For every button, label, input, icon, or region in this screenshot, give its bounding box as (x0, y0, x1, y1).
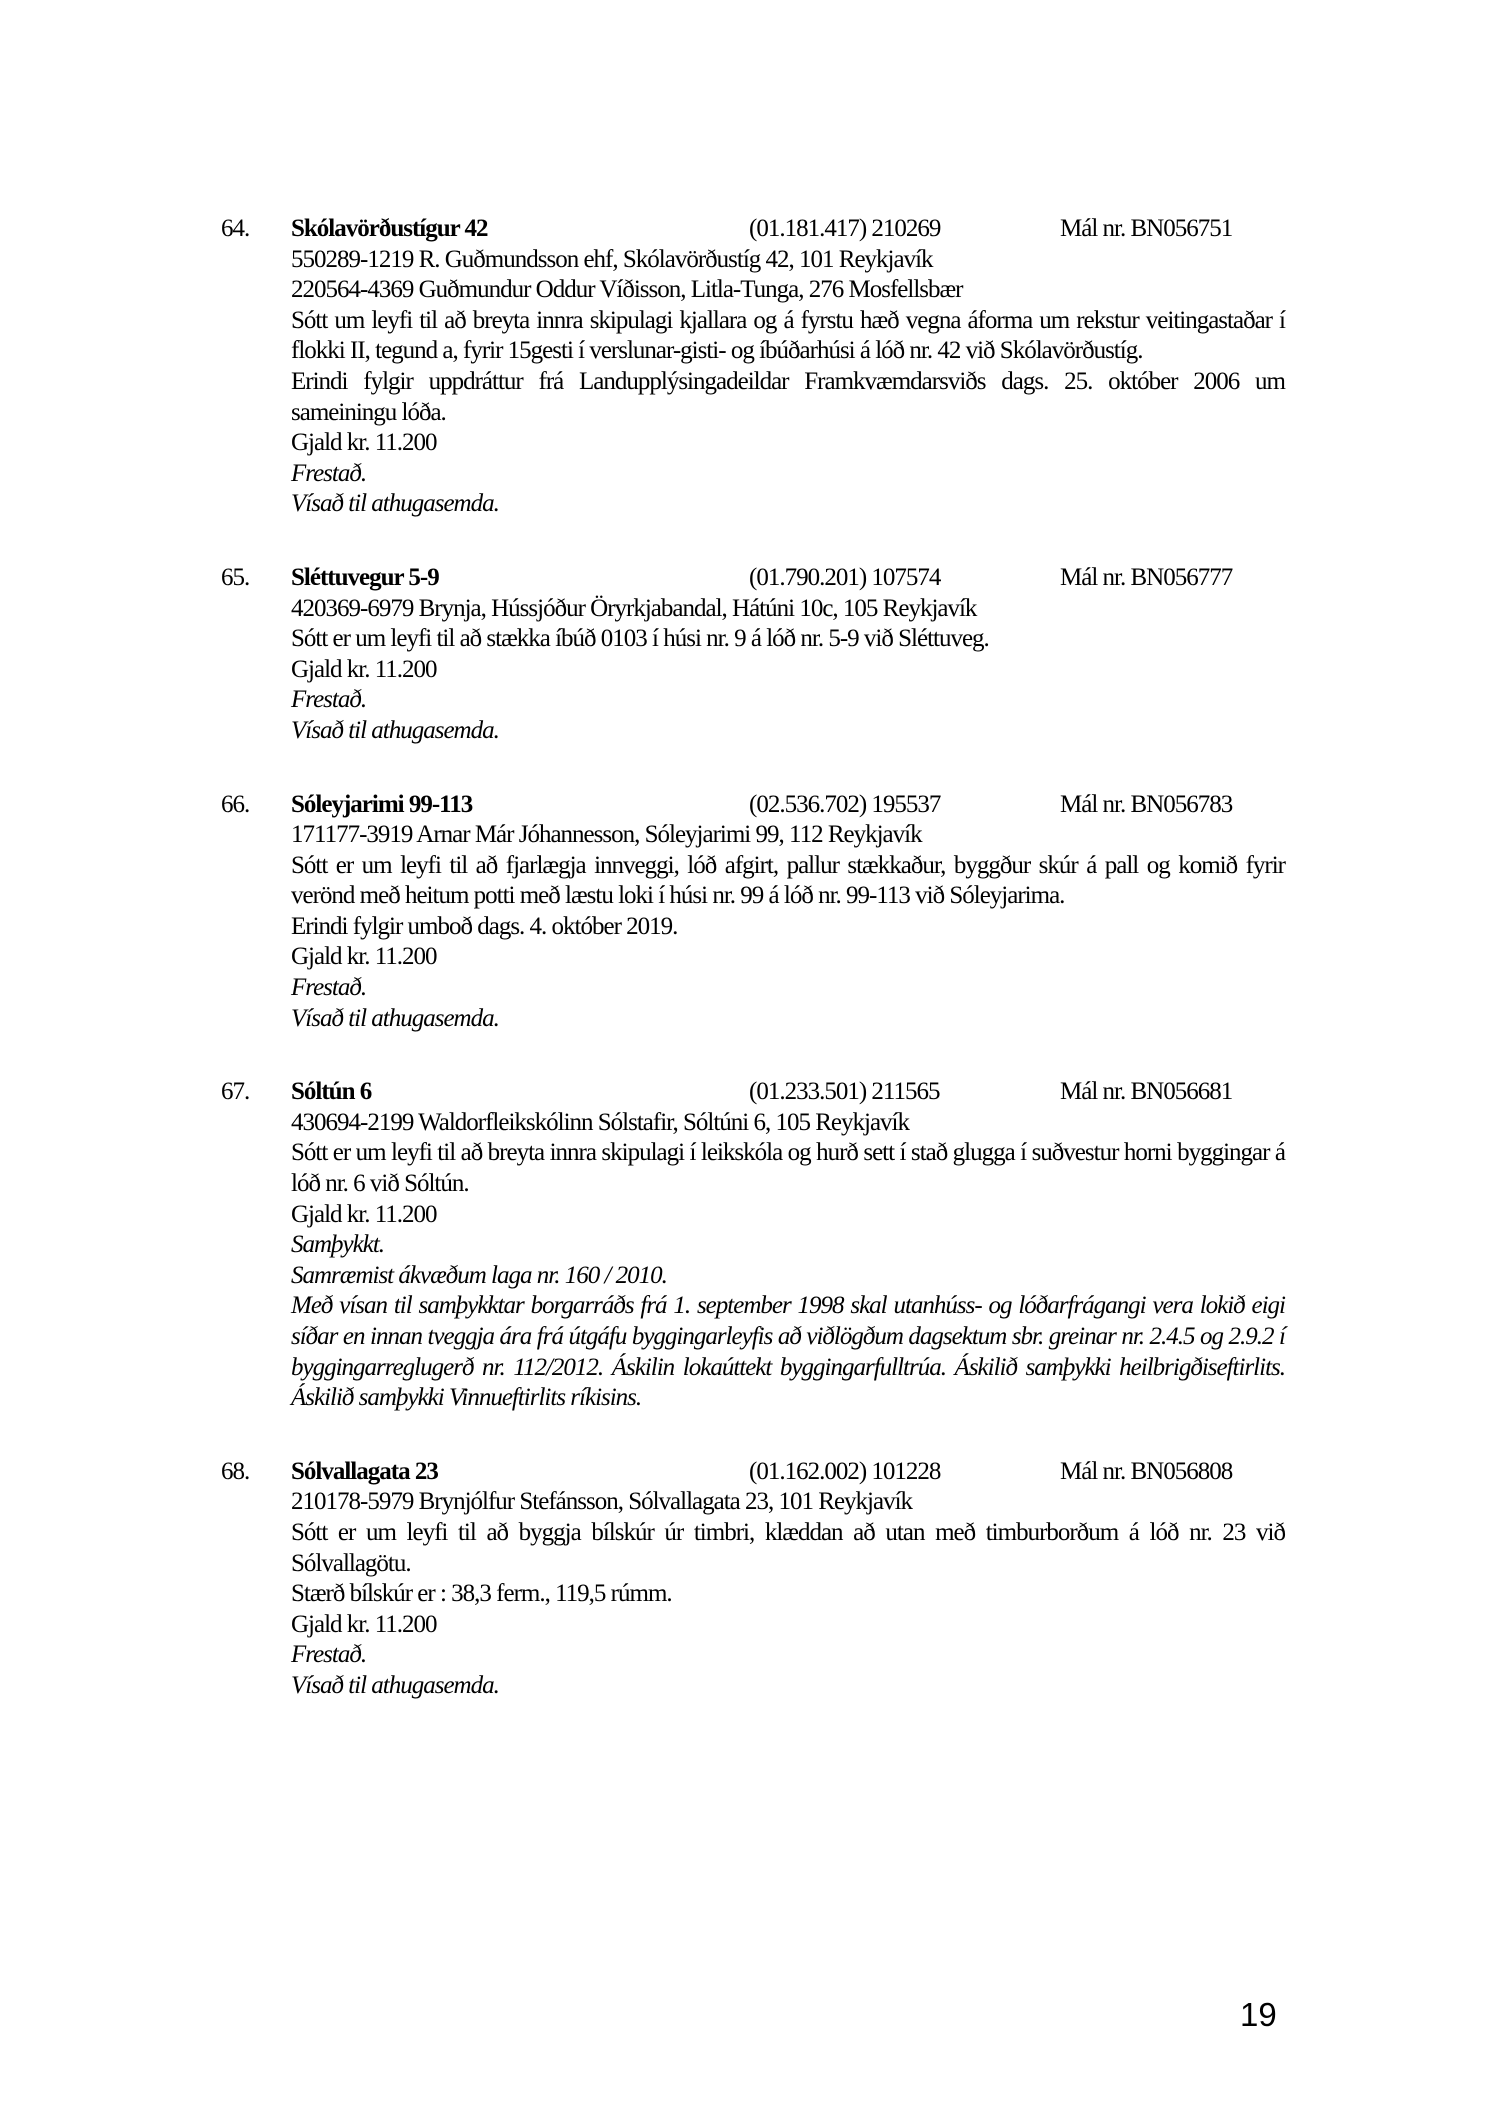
status-line: Vísað til athugasemda. (291, 490, 499, 518)
item-reference: (01.233.501) 211565 (749, 1078, 940, 1106)
item-case-number: Mál nr. BN056681 (1060, 1078, 1233, 1106)
status-line: Frestað. (291, 459, 367, 487)
status-line: Frestað. (291, 686, 367, 714)
item-body (291, 1487, 1285, 1701)
status-line: Samþykkt. (291, 1231, 385, 1259)
contact-line: 171177-3919 Arnar Már Jóhannesson, Sóleyjarimi 99, 112 Reykjavík (291, 821, 922, 849)
item-reference: (01.181.417) 210269 (749, 215, 941, 242)
contact-line: 220564-4369 Guðmundur Oddur Víðisson, Litla-Tunga, 276 Mosfellsbær (291, 276, 963, 304)
item-address: Sólvallagata 23 (291, 1457, 438, 1485)
item-body (291, 594, 1285, 747)
text-line: Gjald kr. 11.200 (291, 943, 437, 971)
status-line: Frestað. (291, 974, 367, 1002)
permit-item (221, 1077, 1285, 1414)
body-paragraph: Sótt er um leyfi til að fjarlægja innveggi, lóð afgirt, pallur stækkaður, byggður skúr á pall og komið fyrir verönd með heitum potti með læstu loki í húsi nr. 99 á lóð nr. 99-113 við Sóleyjarima. (291, 851, 1285, 910)
page-number: 19 (1240, 1996, 1277, 2033)
item-case-number: Mál nr. BN056777 (1060, 563, 1233, 591)
contact-line: 550289-1219 R. Guðmundsson ehf, Skólavörðustíg 42, 101 Reykjavík (291, 245, 933, 273)
body-paragraph: Erindi fylgir umboð dags. 4. október 2019. (291, 912, 678, 940)
body-paragraph: Sótt er um leyfi til að stækka íbúð 0103 í húsi nr. 9 á lóð nr. 5-9 við Sléttuveg. (291, 625, 989, 653)
item-case-number: Mál nr. BN056751 (1060, 215, 1233, 242)
item-reference: (01.790.201) 107574 (749, 563, 941, 591)
text-line: Gjald kr. 11.200 (291, 429, 437, 457)
status-line: Samræmist ákvæðum laga nr. 160 / 2010. (291, 1261, 667, 1289)
item-header (221, 790, 1285, 821)
item-body (291, 820, 1285, 1034)
item-number: 65. (221, 563, 250, 591)
text-line: Gjald kr. 11.200 (291, 1610, 437, 1638)
status-line: Vísað til athugasemda. (291, 1004, 499, 1032)
permit-item (221, 214, 1285, 520)
body-paragraph: Sótt er um leyfi til að breyta innra skipulagi í leikskóla og hurð sett í stað glugga í suðvestur horni byggingar á lóð nr. 6 við Sóltún. (291, 1139, 1285, 1198)
text-line: Stærð bílskúr er : 38,3 ferm., 119,5 rúmm. (291, 1580, 672, 1608)
item-header (221, 1457, 1285, 1488)
item-address: Sóltún 6 (291, 1078, 372, 1106)
permit-item (221, 563, 1285, 747)
body-paragraph: Sótt um leyfi til að breyta innra skipulagi kjallara og á fyrstu hæð vegna áforma um rekstur veitingastaðar í flokki II, tegund a, fyrir 15gesti í verslunar-gisti- og íbúðarhúsi á lóð nr. 42 við Skólavörðustíg. (291, 306, 1285, 365)
item-body (291, 1108, 1285, 1414)
item-address: Sóleyjarimi 99-113 (291, 790, 473, 818)
text-line: Gjald kr. 11.200 (291, 1200, 437, 1228)
item-header (221, 1077, 1285, 1108)
item-case-number: Mál nr. BN056783 (1060, 790, 1233, 818)
item-body (291, 245, 1285, 520)
body-paragraph: Sótt er um leyfi til að byggja bílskúr úr timbri, klæddan að utan með timburborðum á lóð nr. 23 við Sólvallagötu. (291, 1518, 1285, 1577)
item-reference: (01.162.002) 101228 (749, 1457, 941, 1485)
item-number: 66. (221, 790, 250, 818)
item-header (221, 214, 1285, 245)
item-address: Sléttuvegur 5-9 (291, 563, 439, 591)
permit-item (221, 1457, 1285, 1702)
permit-list (221, 214, 1285, 1702)
status-paragraph: Með vísan til samþykktar borgarráðs frá 1. september 1998 skal utanhúss- og lóðarfrágangi vera lokið eigi síðar en innan tveggja ára frá útgáfu byggingarleyfis að viðlögðum dagsektum sbr. greinar nr. 2.4.5 og 2.9.2 í byggingarreglugerð nr. 112/2012. Áskilin lokaúttekt byggingarfulltrúa. Áskilið samþykki heilbrigðiseftirlits. Áskilið samþykki Vinnueftirlits ríkisins. (291, 1292, 1285, 1412)
item-number: 67. (221, 1078, 250, 1106)
contact-line: 420369-6979 Brynja, Hússjóður Öryrkjabandal, Hátúni 10c, 105 Reykjavík (291, 594, 977, 622)
item-reference: (02.536.702) 195537 (749, 790, 941, 818)
item-number: 64. (221, 215, 250, 242)
item-header (221, 563, 1285, 594)
status-line: Vísað til athugasemda. (291, 716, 499, 744)
text-line: Gjald kr. 11.200 (291, 655, 437, 683)
permit-item (221, 790, 1285, 1035)
status-line: Frestað. (291, 1641, 367, 1669)
body-paragraph: Erindi fylgir uppdráttur frá Landupplýsingadeildar Framkvæmdarsviðs dags. 25. október 2006 um sameiningu lóða. (291, 367, 1285, 426)
item-number: 68. (221, 1457, 250, 1485)
item-case-number: Mál nr. BN056808 (1060, 1457, 1233, 1485)
status-line: Vísað til athugasemda. (291, 1671, 499, 1699)
contact-line: 210178-5979 Brynjólfur Stefánsson, Sólvallagata 23, 101 Reykjavík (291, 1488, 913, 1516)
item-address: Skólavörðustígur 42 (291, 215, 488, 242)
contact-line: 430694-2199 Waldorfleikskólinn Sólstafir, Sóltúni 6, 105 Reykjavík (291, 1108, 909, 1136)
